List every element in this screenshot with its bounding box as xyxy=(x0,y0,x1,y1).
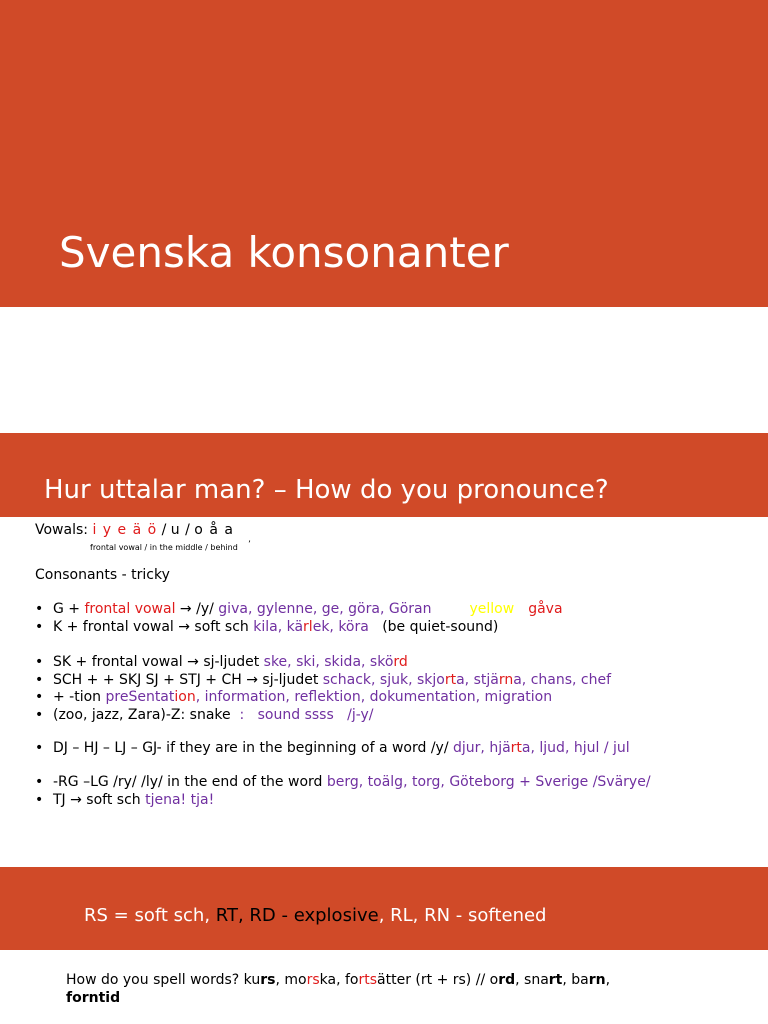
example-words: a, chans, chef xyxy=(513,671,612,688)
example-words: : sound ssss /j-y/ xyxy=(235,706,374,723)
spelling-examples xyxy=(66,971,706,1007)
rs-rule-explosive: RT, RD - explosive xyxy=(215,905,379,926)
slide-title: Svenska konsonanter xyxy=(59,228,509,277)
rule-text: → /y/ xyxy=(175,601,219,617)
middle-vowels: u xyxy=(170,522,181,538)
example-words: , information, reflektion, dokumentation, migration xyxy=(195,689,553,705)
vowels-label: Vowals: xyxy=(35,522,93,538)
rule-text: SCH + + SKJ SJ + STJ + CH → sj-ljudet xyxy=(53,671,323,688)
rs-rule-text: RS = soft sch, xyxy=(84,905,216,926)
spell-text: ka, fo xyxy=(319,972,359,988)
bullet-icon: • xyxy=(35,618,44,635)
spell-bold: rd xyxy=(498,972,516,988)
rule-text: SK + frontal vowal → sj-ljudet xyxy=(53,654,264,670)
spell-bold: forntid xyxy=(66,990,121,1006)
spell-text: , mo xyxy=(275,972,307,988)
back-vowels: o å a xyxy=(194,522,234,538)
example-highlight: rl xyxy=(303,618,313,635)
example-highlight: rn xyxy=(498,671,514,688)
bullet-icon: • xyxy=(35,601,44,617)
bullet-list xyxy=(35,653,611,723)
bullet-icon: • xyxy=(35,740,44,756)
list-item xyxy=(35,706,611,724)
example-highlight: ion xyxy=(174,689,196,705)
example-highlight: rd xyxy=(393,654,408,670)
bullet-icon: • xyxy=(35,706,44,723)
bullet-list xyxy=(35,600,563,635)
example-words: a, ljud, hjul / jul xyxy=(521,740,630,756)
rule-text: K + frontal vowal → soft sch xyxy=(53,618,254,635)
list-item xyxy=(35,773,651,791)
rule-text: (zoo, jazz, Zara)-Z: snake xyxy=(53,706,236,723)
example-words: tjena! tja! xyxy=(145,791,215,808)
spell-bold: rt xyxy=(548,972,563,988)
spell-text: ätter (rt + rs) // o xyxy=(377,972,499,988)
spell-text: , sna xyxy=(515,972,549,988)
bullet-list xyxy=(35,773,651,808)
spell-text: , ba xyxy=(562,972,589,988)
list-item xyxy=(35,688,611,706)
bullet-list xyxy=(35,739,630,757)
bullet-icon: • xyxy=(35,654,44,670)
example-words: ek, köra xyxy=(312,618,369,635)
example-highlight: rt xyxy=(510,740,522,756)
rule-note: (be quiet-sound) xyxy=(368,618,499,635)
example-words: schack, sjuk, skjo xyxy=(322,671,445,688)
list-item xyxy=(35,653,611,671)
bullet-icon: • xyxy=(35,774,44,790)
vowels-note: frontal vowal / in the middle / behind xyxy=(90,543,238,552)
spell-text: How do you spell words? ku xyxy=(66,972,261,988)
vowels-line xyxy=(35,521,234,539)
rule-text: DJ – HJ – LJ – GJ- if they are in the beginning of a word /y/ xyxy=(53,740,454,756)
list-item xyxy=(35,791,651,809)
frontal-vowels: i y e ä ö xyxy=(92,522,158,538)
rule-text: -RG –LG /ry/ /ly/ in the end of the word xyxy=(53,774,327,790)
spell-bold: rn xyxy=(588,972,606,988)
spell-highlight: rs xyxy=(306,972,320,988)
consonants-label: Consonants - tricky xyxy=(35,567,170,583)
bullet-icon: • xyxy=(35,671,44,688)
rule-highlight: frontal vowal xyxy=(84,601,176,617)
example-words: berg, toälg, torg, Göteborg + Sverige /Svärye/ xyxy=(326,774,651,790)
bullet-icon: • xyxy=(35,791,44,808)
example-words: a, stjä xyxy=(456,671,499,688)
list-item xyxy=(35,739,630,757)
rs-rule xyxy=(84,904,546,928)
spell-bold: rs xyxy=(260,972,276,988)
example-highlight: rt xyxy=(444,671,457,688)
bullet-icon: • xyxy=(35,689,44,705)
example-exception: gåva xyxy=(528,601,563,617)
example-words: djur, hjä xyxy=(453,740,511,756)
vowels-separator: / xyxy=(157,522,171,538)
spell-text: , xyxy=(605,972,611,988)
vowels-tick: ’ xyxy=(248,540,251,550)
rule-text: TJ → soft sch xyxy=(53,791,146,808)
example-words: kila, kä xyxy=(253,618,304,635)
rs-rule-text: , RL, RN - softened xyxy=(378,905,547,926)
section-heading: Hur uttalar man? – How do you pronounce? xyxy=(44,475,609,505)
example-english: yellow xyxy=(469,601,515,617)
list-item xyxy=(35,600,563,618)
list-item xyxy=(35,671,611,689)
rule-text: + -tion xyxy=(53,689,106,705)
example-words: preSentat xyxy=(105,689,175,705)
list-item xyxy=(35,618,563,636)
rule-text: G + xyxy=(53,601,85,617)
spell-highlight: rts xyxy=(358,972,378,988)
vowels-separator: / xyxy=(180,522,195,538)
example-words: ske, ski, skida, skö xyxy=(263,654,394,670)
example-words: giva, gylenne, ge, göra, Göran xyxy=(218,601,432,617)
